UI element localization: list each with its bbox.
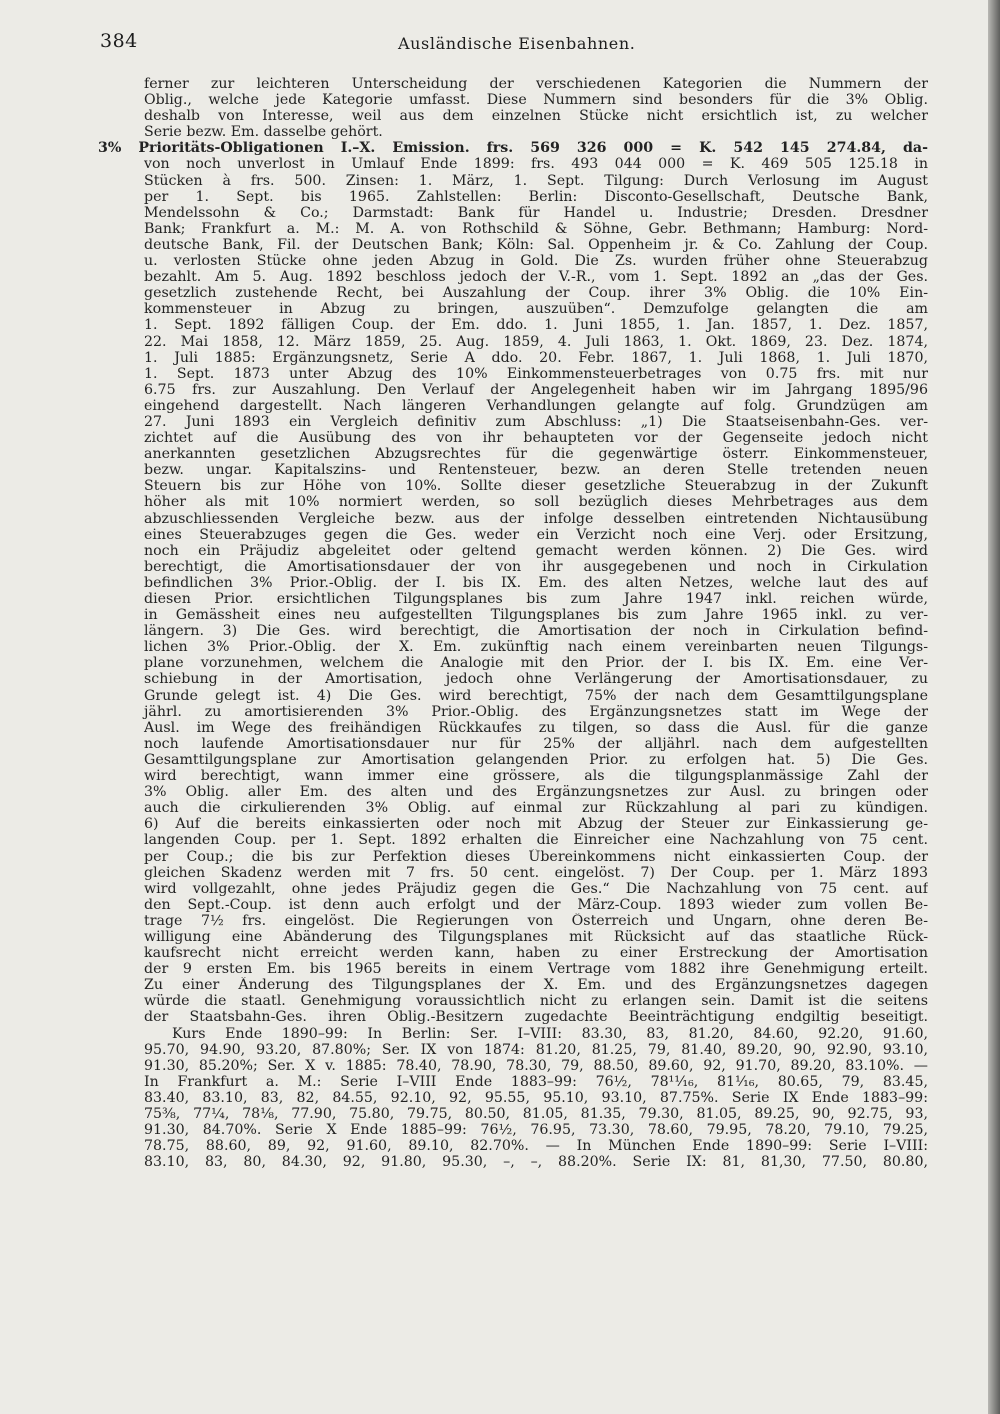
text-line: noch laufende Amortisationsdauer nur für 25% der alljährl. nach dem aufgestellten xyxy=(144,735,928,752)
text-line: eines Steuerabzuges gegen die Ges. weder ein Verzicht noch eine Verj. oder Ersitzung, xyxy=(144,526,928,543)
text-line: deshalb von Interesse, weil aus dem einzelnen Stücke nicht ersichtlich ist, zu welcher xyxy=(144,108,928,125)
text-line: 3% Oblig. aller Em. des alten und des Ergänzungsnetzes zur Ausl. zu bringen oder xyxy=(144,784,928,801)
text-line: 6) Auf die bereits einkassierten oder noch mit Abzug der Steuer zur Einkassierung ge- xyxy=(144,816,928,833)
text-line: trage 7½ frs. eingelöst. Die Regierungen von Österreich und Ungarn, ohne deren Be- xyxy=(144,912,928,929)
page-number: 384 xyxy=(100,30,138,52)
text-line-prices: Kurs Ende 1890–99: In Berlin: Ser. I–VIII: 83.30, 83, 81.20, 84.60, 92.20, 91.60, xyxy=(172,1025,928,1042)
page-header xyxy=(100,30,940,60)
text-line: noch ein Präjudiz abgeleitet oder geltend gemacht werden können. 2) Die Ges. wird xyxy=(144,542,928,559)
text-line: der Staatsbahn-Ges. ihren Oblig.-Besitzern zugedachte Beeinträchtigung endgiltig beseitigt. xyxy=(144,1009,928,1026)
text-line-prices: 78.75, 88.60, 89, 92, 91.60, 89.10, 82.70%. — In München Ende 1890–99: Serie I–VIII: xyxy=(144,1138,928,1155)
text-line: per Coup.; die bis zur Perfektion dieses Übereinkommens nicht einkassierten Coup. der xyxy=(144,848,928,865)
text-line: plane vorzunehmen, welchem die Analogie mit den Prior. der I. bis IX. Em. eine Ver- xyxy=(144,655,928,672)
text-line: willigung eine Abänderung des Tilgungsplanes mit Rücksicht auf das staatliche Rück- xyxy=(144,928,928,945)
text-line: deutsche Bank, Fil. der Deutschen Bank; Köln: Sal. Oppenheim jr. & Co. Zahlung der Coup. xyxy=(144,236,928,253)
text-line-prices: 75⅜, 77¼, 78⅛, 77.90, 75.80, 79.75, 80.50, 81.05, 81.35, 79.30, 81.05, 89.25, 90, 92.75, 93, xyxy=(144,1106,928,1122)
text-line: eingehend dargestellt. Nach längeren Verhandlungen gelangte auf folg. Grundzügen am xyxy=(144,397,928,414)
text-line: per 1. Sept. bis 1965. Zahlstellen: Berlin: Disconto-Gesellschaft, Deutsche Bank, xyxy=(144,188,928,205)
text-line: höher als mit 10% normiert werden, so soll bezüglich dieses Mehrbetrages aus dem xyxy=(144,494,928,511)
text-line: ferner zur leichteren Unterscheidung der verschiedenen Kategorien die Nummern der xyxy=(144,76,928,92)
text-line-section-heading: 3% Prioritäts-Obligationen I.–X. Emission. frs. 569 326 000 = K. 542 145 274.84, da- xyxy=(98,140,928,157)
text-line: bezahlt. Am 5. Aug. 1892 beschloss jedoch der V.-R., vom 1. Sept. 1892 an „das der Ges. xyxy=(144,269,928,286)
text-line: der 9 ersten Em. bis 1965 bereits in einem Vertrage vom 1882 ihre Genehmigung erteilt. xyxy=(144,961,928,978)
text-line: lichen 3% Prior.-Oblig. der X. Em. zukünftig nach einem vereinbarten neuen Tilgungs- xyxy=(144,639,928,656)
text-line: wird vollgezahlt, ohne jedes Präjudiz gegen die Ges.“ Die Nachzahlung von 75 cent. auf xyxy=(144,880,928,897)
text-line: 27. Juni 1893 ein Vergleich definitiv zum Abschluss: „1) Die Staatseisenbahn-Ges. ver- xyxy=(144,413,928,430)
running-title: Ausländische Eisenbahnen. xyxy=(398,34,636,53)
text-line: 22. Mai 1858, 12. März 1859, 25. Aug. 1859, 4. Juli 1863, 1. Okt. 1869, 23. Dez. 1874, xyxy=(144,333,928,350)
page-edge-shadow xyxy=(988,0,1000,1414)
text-line: 1. Sept. 1873 unter Abzug des 10% Einkommensteuerbetrages von 0.75 frs. mit nur xyxy=(144,365,928,382)
text-line: auch die cirkulierenden 3% Oblig. auf einmal zur Rückzahlung al pari zu kündigen. xyxy=(144,800,928,817)
text-line: kommensteuer in Abzug zu bringen, auszuüben“. Demzufolge gelangten die am xyxy=(144,301,928,318)
text-line: Bank; Frankfurt a. M.: M. A. von Rothschild & Söhne, Gebr. Bethmann; Hamburg: Nord- xyxy=(144,220,928,237)
text-line: gesetzlich zustehende Recht, bei Auszahlung der Coup. ihrer 3% Oblig. die 10% Ein- xyxy=(144,285,928,302)
text-line: längern. 3) Die Ges. wird berechtigt, die Amortisation der noch in Cirkulation befind- xyxy=(144,623,928,640)
text-line: 6.75 frs. zur Auszahlung. Den Verlauf der Angelegenheit haben wir im Jahrgang 1895/96 xyxy=(144,381,928,398)
text-line: befindlichen 3% Prior.-Oblig. der I. bis IX. Em. des alten Netzes, welche laut des auf xyxy=(144,574,928,591)
text-line-prices: In Frankfurt a. M.: Serie I–VIII Ende 1883–99: 76½, 78¹¹⁄₁₆, 81¹⁄₁₆, 80.65, 79, 83.45, xyxy=(144,1073,928,1090)
text-line: Steuern bis zur Höhe von 10%. Sollte dieser gesetzliche Steuerabzug in der Zukunft xyxy=(144,478,928,495)
text-line: Mendelssohn & Co.; Darmstadt: Bank für Handel u. Industrie; Dresden. Dresdner xyxy=(144,204,928,221)
text-line-prices: 91.30, 84.70%. Serie X Ende 1885–99: 76½, 76.95, 73.30, 78.60, 79.95, 78.20, 79.10, 79.25, xyxy=(144,1122,928,1139)
text-line: 1. Sept. 1892 fälligen Coup. der Em. ddo. 1. Juni 1855, 1. Jan. 1857, 1. Dez. 1857, xyxy=(144,317,928,334)
text-line: Gesamttilgungsplane zur Amortisation gelangenden Prior. zu erfolgen hat. 5) Die Ges. xyxy=(144,751,928,768)
text-line: schiebung in der Amortisation, jedoch ohne Verlängerung der Amortisationsdauer, zu xyxy=(144,671,928,688)
text-line: Grunde gelegt ist. 4) Die Ges. wird berechtigt, 75% der nach dem Gesamttilgungsplane xyxy=(144,687,928,704)
text-line: kaufsrecht nicht erreicht werden kann, haben zu einer Erstreckung der Amortisation xyxy=(144,945,928,962)
text-line: zichtet auf die Ausübung des von ihr behaupteten vor der Gegenseite jedoch nicht xyxy=(144,430,928,447)
text-line: Stücken à frs. 500. Zinsen: 1. März, 1. Sept. Tilgung: Durch Verlosung im August xyxy=(144,172,928,189)
text-line: abzuschliessenden Vergleiche bezw. aus der infolge desselben eintretenden Nichtausübung xyxy=(144,510,928,527)
text-line: jährl. zu amortisierenden 3% Prior.-Oblig. des Ergänzungsnetzes statt im Wege der xyxy=(144,703,928,720)
text-line-prices: 91.30, 85.20%; Ser. X v. 1885: 78.40, 78.90, 78.30, 79, 88.50, 89.60, 92, 91.70, 89.20, 83.10%. — xyxy=(144,1057,928,1074)
text-line: von noch unverlost in Umlauf Ende 1899: frs. 493 044 000 = K. 469 505 125.18 in xyxy=(144,156,928,173)
text-line: u. verlosten Stücke ohne jeden Abzug in Gold. Die Zs. wurden früher ohne Steuerabzug xyxy=(144,253,928,270)
text-line: anerkannten gesetzlichen Abzugsrechtes für die gegenwärtige österr. Einkommensteuer, xyxy=(144,446,928,463)
text-line: Oblig., welche jede Kategorie umfasst. Diese Nummern sind besonders für die 3% Oblig. xyxy=(144,92,928,109)
text-line: wird berechtigt, wann immer eine grössere, als die tilgungsplanmässige Zahl der xyxy=(144,768,928,785)
text-line: bezw. ungar. Kapitalszins- und Rentensteuer, bezw. an deren Stelle tretenden neuen xyxy=(144,462,928,479)
text-line: Zu einer Änderung des Tilgungsplanes der X. Em. und des Ergänzungsnetzes dagegen xyxy=(144,977,928,994)
text-line: Serie bezw. Em. dasselbe gehört. xyxy=(144,124,383,141)
text-line: Ausl. im Wege des freihändigen Rückkaufes zu tilgen, so dass die Ausl. für die ganze xyxy=(144,719,928,736)
text-line: würde die staatl. Genehmigung voraussichtlich nicht zu erlangen sein. Damit ist die seitens xyxy=(144,993,928,1010)
text-line: gleichen Skadenz werden mit 7 frs. 50 cent. eingelöst. 7) Der Coup. per 1. März 1893 xyxy=(144,864,928,881)
text-line: den Sept.-Coup. ist denn auch erfolgt und der März-Coup. 1893 wieder zum vollen Be- xyxy=(144,896,928,913)
text-line: berechtigt, die Amortisationsdauer der von ihr ausgegebenen und noch in Cirkulation xyxy=(144,558,928,575)
text-line: in Gemässheit eines neu aufgestellten Tilgungsplanes bis zum Jahre 1965 inkl. zu ver- xyxy=(144,607,928,624)
text-line-prices: 83.10, 83, 80, 84.30, 92, 91.80, 95.30, –, –, 88.20%. Serie IX: 81, 81,30, 77.50, 80.80, xyxy=(144,1154,928,1171)
text-line-prices: 95.70, 94.90, 93.20, 87.80%; Ser. IX von 1874: 81.20, 81.25, 79, 81.40, 89.20, 90, 92.90, 93.10, xyxy=(144,1041,928,1058)
text-line: 1. Juli 1885: Ergänzungsnetz, Serie A ddo. 20. Febr. 1867, 1. Juli 1868, 1. Juli 1870, xyxy=(144,349,928,366)
text-line-prices: 83.40, 83.10, 83, 82, 84.55, 92.10, 92, 95.55, 95.10, 93.10, 87.75%. Serie IX Ende 1883–99: xyxy=(144,1089,928,1106)
text-line: diesen Prior. ersichtlichen Tilgungsplanes bis zum Jahre 1947 inkl. reichen würde, xyxy=(144,591,928,607)
text-line: langenden Coup. per 1. Sept. 1892 erhalten die Einreicher eine Nachzahlung von 75 cent. xyxy=(144,832,928,849)
body-text xyxy=(100,76,928,1170)
